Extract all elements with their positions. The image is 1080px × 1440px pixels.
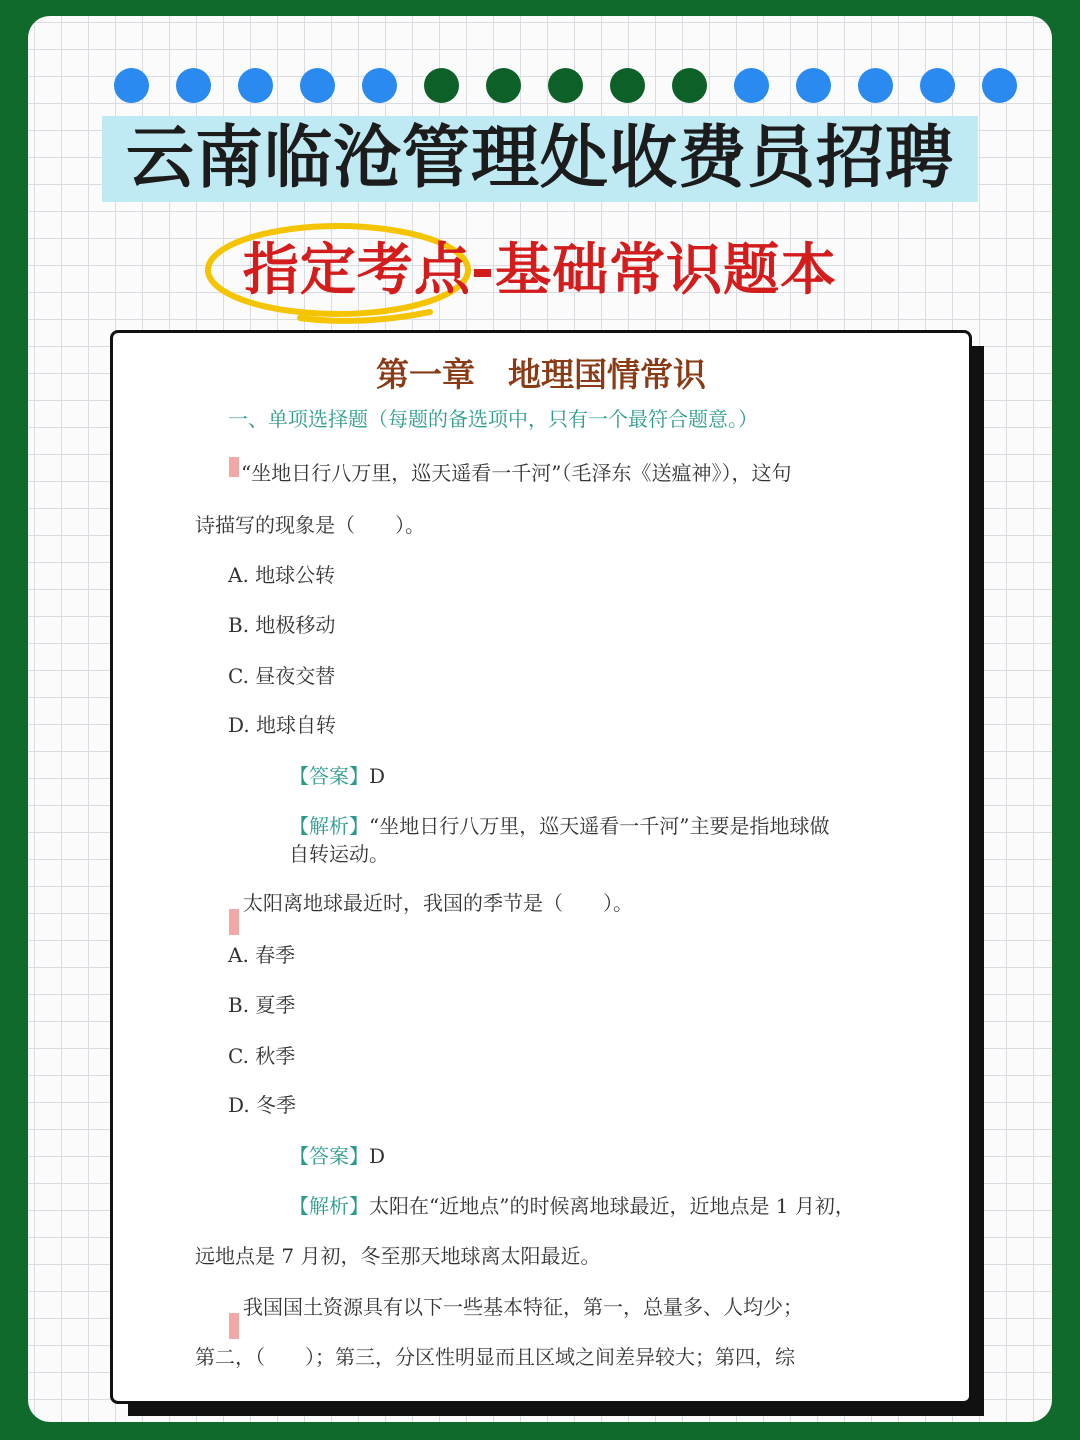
dot	[114, 68, 149, 103]
page-subtitle: 指定考点-基础常识题本	[242, 238, 838, 303]
question-marker	[229, 1313, 239, 1339]
dot	[486, 68, 521, 103]
analysis-text: 太阳在“近地点”的时候离地球最近，近地点是 1 月初，	[369, 1194, 855, 1218]
question-1-line-2: 诗描写的现象是（ ）。	[195, 513, 425, 537]
dot	[734, 68, 769, 103]
section-heading: 一、单项选择题（每题的备选项中，只有一个最符合题意。）	[228, 407, 758, 431]
q2-option-a: A. 春季	[228, 943, 296, 967]
analysis-label: 【解析】	[289, 1194, 369, 1218]
page-title: 云南临沧管理处收费员招聘	[125, 119, 954, 198]
q1-answer	[289, 760, 385, 789]
answer-label: 【答案】	[289, 764, 369, 788]
dot	[920, 68, 955, 103]
question-marker	[229, 909, 239, 935]
q1-option-c: C. 昼夜交替	[228, 664, 336, 688]
analysis-text: “坐地日行八万里，巡天遥看一千河”主要是指地球做	[369, 814, 830, 838]
dot	[362, 68, 397, 103]
q2-answer	[289, 1140, 385, 1169]
document-page	[110, 330, 972, 1404]
q2-option-d: D. 冬季	[228, 1093, 297, 1117]
q1-option-d: D. 地球自转	[228, 713, 337, 737]
q1-analysis-line-2: 自转运动。	[289, 842, 389, 866]
dot	[238, 68, 273, 103]
q1-option-a: A. 地球公转	[228, 563, 336, 587]
dot	[982, 68, 1017, 103]
dot	[300, 68, 335, 103]
dot	[672, 68, 707, 103]
q2-analysis-line-2: 远地点是 7 月初，冬至那天地球离太阳最近。	[195, 1244, 601, 1268]
dot	[858, 68, 893, 103]
q1-option-b: B. 地极移动	[228, 613, 336, 637]
dot	[424, 68, 459, 103]
chapter-title: 第一章 地理国情常识	[376, 355, 706, 394]
dot	[548, 68, 583, 103]
question-1-line-1: “坐地日行八万里，巡天遥看一千河”（毛泽东《送瘟神》），这句	[241, 461, 792, 485]
question-2-line-1: 太阳离地球最近时，我国的季节是（ ）。	[243, 891, 633, 915]
dot	[796, 68, 831, 103]
question-3-line-2: 第二，（ ）；第三，分区性明显而且区域之间差异较大；第四，综	[195, 1345, 795, 1369]
answer-value: D	[369, 764, 386, 788]
q2-option-b: B. 夏季	[228, 993, 296, 1017]
dot	[176, 68, 211, 103]
dot	[610, 68, 645, 103]
question-marker	[229, 457, 239, 477]
question-3-line-1: 我国国土资源具有以下一些基本特征，第一，总量多、人均少；	[243, 1295, 803, 1319]
answer-value: D	[369, 1144, 386, 1168]
q2-option-c: C. 秋季	[228, 1044, 296, 1068]
analysis-label: 【解析】	[289, 814, 369, 838]
answer-label: 【答案】	[289, 1144, 369, 1168]
q2-analysis-line-1	[289, 1190, 855, 1219]
q1-analysis-line-1	[289, 810, 829, 839]
